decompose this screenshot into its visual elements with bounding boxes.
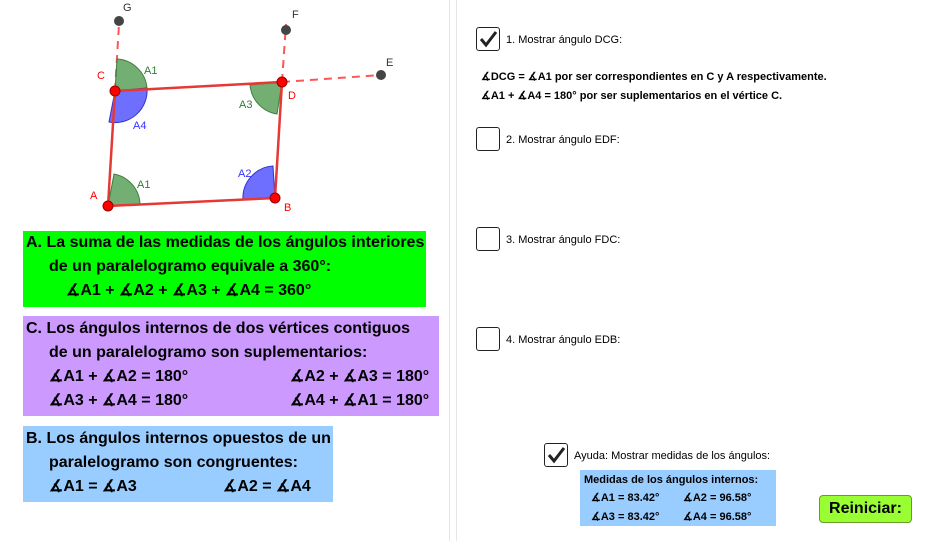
label-angle-a3: A3 (239, 99, 253, 111)
angle-a1-bottom (108, 174, 140, 206)
property-box-b (23, 426, 333, 502)
point-f[interactable] (281, 25, 291, 35)
box-a-line1: A. La suma de las medidas de los ángulos interiores (26, 234, 425, 251)
checkmark-icon (477, 28, 499, 50)
label-g: G (123, 2, 132, 14)
label-angle-a2: A2 (238, 168, 252, 180)
point-e[interactable] (376, 70, 386, 80)
label-f: F (292, 9, 299, 21)
box-a-line3: ∡A1 + ∡A2 + ∡A3 + ∡A4 = 360° (66, 282, 312, 299)
reset-button[interactable]: Reiniciar: (819, 495, 912, 523)
angle-a1-top (115, 59, 147, 91)
box-c-line1: C. Los ángulos internos de dos vértices contiguos (26, 320, 411, 337)
box-b-line2: paralelogramo son congruentes: (49, 454, 298, 471)
panel-divider-right (456, 0, 457, 541)
checkmark-icon (545, 444, 567, 466)
line-de (282, 75, 381, 82)
box-c-eq1: ∡A1 + ∡A2 = 180° (49, 368, 189, 385)
measures-title: Medidas de los ángulos internos: (584, 474, 759, 486)
option1-label[interactable]: 1. Mostrar ángulo DCG: (506, 34, 623, 46)
point-g[interactable] (114, 16, 124, 26)
point-c[interactable] (110, 86, 120, 96)
angle-measures-box (580, 470, 776, 526)
label-c: C (97, 70, 105, 82)
label-d: D (288, 90, 296, 102)
box-c-line2: de un paralelogramo son suplementarios: (49, 344, 368, 361)
label-a: A (90, 190, 98, 202)
option3-checkbox[interactable] (476, 227, 500, 251)
box-c-eq3: ∡A3 + ∡A4 = 180° (49, 392, 189, 409)
option3-label[interactable]: 3. Mostrar ángulo FDC: (506, 234, 621, 246)
label-e: E (386, 57, 394, 69)
property-box-a (23, 231, 426, 307)
measure-a4: ∡A4 = 96.58° (683, 511, 752, 523)
box-b-line1: B. Los ángulos internos opuestos de un (26, 430, 331, 447)
parallelogram-figure (0, 0, 440, 225)
box-b-eq1: ∡A1 = ∡A3 (49, 478, 137, 495)
measure-a1: ∡A1 = 83.42° (591, 492, 660, 504)
help-checkbox[interactable] (544, 443, 568, 467)
label-angle-a1-top: A1 (144, 65, 158, 77)
angle-a3 (250, 82, 282, 114)
option1-checkbox[interactable] (476, 27, 500, 51)
option4-checkbox[interactable] (476, 327, 500, 351)
point-d[interactable] (277, 77, 287, 87)
box-c-eq4: ∡A4 + ∡A1 = 180° (290, 392, 430, 409)
measure-a2: ∡A2 = 96.58° (683, 492, 752, 504)
label-angle-a4: A4 (133, 120, 147, 132)
label-angle-a1-bottom: A1 (137, 179, 151, 191)
explanation-line1: ∡DCG = ∡A1 por ser correspondientes en C y A respectivamente. (481, 71, 827, 83)
property-box-c (23, 316, 439, 416)
option2-checkbox[interactable] (476, 127, 500, 151)
box-c-eq2: ∡A2 + ∡A3 = 180° (290, 368, 430, 385)
box-a-line2: de un paralelogramo equivale a 360°: (49, 258, 332, 275)
box-b-eq2: ∡A2 = ∡A4 (223, 478, 311, 495)
help-label[interactable]: Ayuda: Mostrar medidas de los ángulos: (574, 450, 771, 462)
point-b[interactable] (270, 193, 280, 203)
measure-a3: ∡A3 = 83.42° (591, 511, 660, 523)
option2-label[interactable]: 2. Mostrar ángulo EDF: (506, 134, 620, 146)
panel-divider-left (449, 0, 450, 541)
option4-label[interactable]: 4. Mostrar ángulo EDB: (506, 334, 621, 346)
label-b: B (284, 202, 292, 214)
explanation-line2: ∡A1 + ∡A4 = 180° por ser suplementarios en el vértice C. (481, 90, 783, 102)
point-a[interactable] (103, 201, 113, 211)
